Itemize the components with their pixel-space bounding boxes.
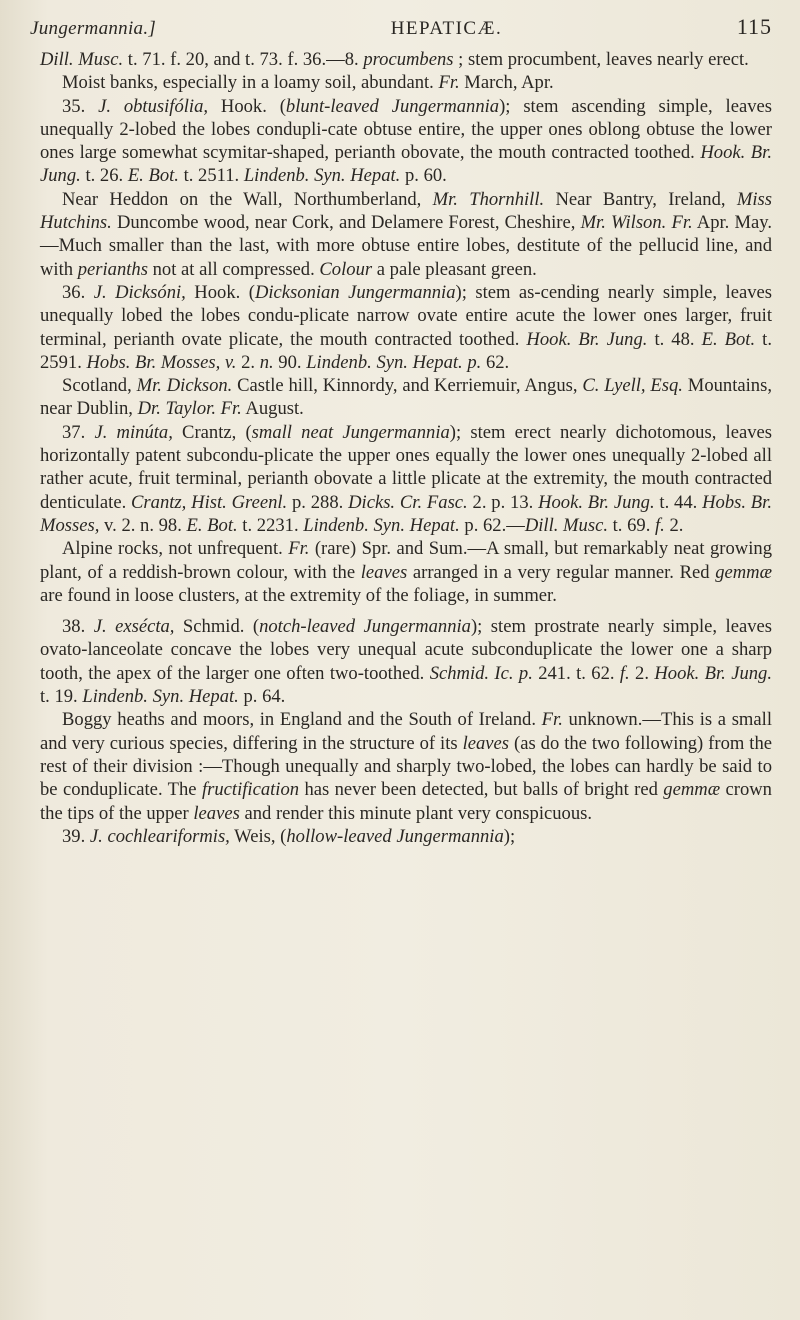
italic-term: leaves — [193, 802, 240, 824]
italic-term: Fr. — [671, 212, 693, 234]
italic-term: Lindenb. Syn. Hepat. — [82, 686, 239, 708]
paragraph-habitat: Near Heddon on the Wall, Northumberland, Mr. Thornhill. Near Bantry, Ireland, Miss Hutchins. Duncombe wood, near Cork, and Delamere Forest, Cheshire, Mr. Wilson. Fr. Apr. May.—Much smaller than the last, with more obtuse entire lobes, destitute of the pellucid line, and with perianths not at all compressed. Colour a pale pleasant green. — [40, 188, 773, 280]
italic-term: f. — [619, 662, 630, 684]
species-entry-39: 39. J. cochleariformis, Weis, (hollow-leaved Jungermannia); — [62, 825, 516, 847]
paragraph-habitat: Scotland, Mr. Dickson. Castle hill, Kinnordy, and Kerriemuir, Angus, C. Lyell, Esq. Mountains, near Dublin, Dr. Taylor. Fr. August. — [40, 375, 772, 420]
italic-term: Mr. Wilson. — [580, 212, 667, 234]
italic-term: J. Dicksóni, — [93, 281, 186, 303]
species-entry-36: 36. J. Dicksóni, Hook. (Dicksonian Jungermannia); stem as-cending nearly simple, leaves unequally lobed the lobes condu-plicate narrow ovate entire acute the lower ones larger, fruit terminal, perianth ovate plicate, the mouth contracted toothed. Hook. Br. Jung. t. 48. E. Bot. t. 2591. Hobs. Br. Mosses, v. 2. n. 90. Lindenb. Syn. Hepat. p. 62. — [40, 281, 773, 373]
italic-term: gemmæ — [663, 779, 721, 801]
italic-term: J. obtusifólia, — [98, 95, 209, 117]
italic-term: procumbens — [363, 49, 454, 70]
running-head-title: HEPATICÆ. — [390, 18, 503, 39]
italic-term: Mr. Dickson. — [136, 375, 233, 397]
species-entry-35: 35. J. obtusifólia, Hook. (blunt-leaved Jungermannia); stem ascending simple, leaves unequally 2-lobed the lobes condupli-cate obtuse entire, the upper ones oblong obtuse the lower ones large somewhat scymitar-shaped, perianth obovate, the mouth contracted toothed. Hook. Br. Jung. t. 26. E. Bot. t. 2511. Lindenb. Syn. Hepat. p. 60. — [40, 95, 773, 187]
paragraph-continuation: Dill. Musc. t. 71. f. 20, and t. 73. f. 36.—8. procumbens ; stem procumbent, leaves nearly erect. — [40, 49, 749, 70]
italic-term: fructification — [201, 779, 300, 801]
italic-term: Hobs. Br. Mosses, — [86, 351, 221, 373]
italic-term: p. — [467, 351, 482, 373]
italic-term: J. minúta, — [94, 421, 173, 443]
italic-term: Dicksonian Jungermannia — [254, 281, 456, 303]
italic-term: leaves — [462, 732, 510, 754]
italic-term: Hobs. Br. Mosses, — [40, 491, 772, 536]
italic-term: E. Bot. — [127, 165, 179, 187]
italic-term: Fr. — [541, 709, 563, 731]
italic-term: Lindenb. Syn. Hepat. — [303, 514, 460, 536]
italic-term: Miss Hutchins. — [40, 188, 772, 234]
italic-term: Jung. — [613, 491, 655, 513]
paragraph-habitat: Alpine rocks, not unfrequent. Fr. (rare) Spr. and Sum.—A small, but remarkably neat growing plant, of a reddish-brown colour, with the leaves arranged in a very regular manner. Red gemmæ are found in loose clusters, at the extremity of the foliage, in summer. — [40, 538, 772, 606]
italic-term: Lindenb. Syn. Hepat. — [306, 351, 463, 373]
italic-term: Hook. Br. — [538, 491, 609, 513]
paragraph-habitat: Boggy heaths and moors, in England and the South of Ireland. Fr. unknown.—This is a small and very curious species, differing in the structure of its leaves (as do the two following) from the rest of their division :—Though unequally and sharply two-lobed, the lobes can hardly be said to be conduplicate. The fructification has never been detected, but balls of bright red gemmæ crown the tips of the upper leaves and render this minute plant very conspicuous. — [40, 709, 773, 824]
italic-term: E. Bot. — [186, 514, 238, 536]
species-entry-38: 38. J. exsécta, Schmid. (notch-leaved Jungermannia); stem prostrate nearly simple, leaves ovato-lanceolate concave the lobes very unequal acute subconduplicate the lower one a sharp tooth, the apex of the larger one often two-toothed. Schmid. Ic. p. 241. t. 62. f. 2. Hook. Br. Jung. t. 19. Lindenb. Syn. Hepat. p. 64. — [40, 616, 772, 708]
page-number: 115 — [736, 14, 772, 39]
italic-term: gemmæ — [715, 561, 772, 583]
italic-term: J. cochleariformis, — [89, 825, 230, 847]
italic-term: Colour — [319, 258, 373, 280]
italic-term: blunt-leaved Jungermannia — [285, 95, 500, 117]
italic-term: v. — [224, 351, 237, 373]
running-head — [30, 14, 772, 48]
italic-term: perianths — [77, 258, 148, 280]
italic-term: Dill. Musc. — [524, 514, 608, 536]
italic-term: Hook. Br. Jung. — [654, 662, 772, 684]
italic-term: Hist. Greenl. — [191, 491, 288, 513]
paragraph-habitat: Moist banks, especially in a loamy soil, abundant. Fr. March, Apr. — [62, 72, 554, 94]
italic-term: f. — [655, 514, 665, 536]
italic-term: n. — [259, 351, 274, 373]
italic-term: leaves — [360, 561, 408, 583]
italic-term: Lindenb. Syn. Hepat. — [243, 165, 401, 187]
italic-term: Fr. — [438, 72, 460, 94]
italic-term: Fr. — [220, 398, 242, 420]
italic-term: Dr. Taylor. — [137, 398, 216, 420]
italic-term: Mr. Thornhill. — [432, 188, 545, 210]
italic-term: J. exsécta, — [93, 616, 175, 638]
italic-term: Schmid. Ic. — [429, 662, 514, 684]
running-head-section: Jungermannia.] — [30, 18, 157, 39]
italic-term: Hook. Br. Jung. — [526, 328, 648, 350]
species-entry-37: 37. J. minúta, Crantz, (small neat Jungermannia); stem erect nearly dichotomous, leaves horizontally patent subcondu-plicate the upper ones equally the lower ones unequally 2-lobed all rather acute, fruit terminal, perianth obovate a little plicate at the extremity, the mouth contracted denticulate. Crantz, Hist. Greenl. p. 288. Dicks. Cr. Fasc. 2. p. 13. Hook. Br. Jung. t. 44. Hobs. Br. Mosses, v. 2. n. 98. E. Bot. t. 2231. Lindenb. Syn. Hepat. p. 62.—Dill. Musc. t. 69. f. 2. — [40, 421, 773, 536]
italic-term: p. — [518, 662, 533, 684]
italic-term: small neat Jungermannia — [251, 421, 450, 443]
italic-term: Crantz, — [131, 491, 187, 513]
italic-term: E. Bot. — [701, 328, 756, 350]
italic-term: C. Lyell, Esq. — [582, 375, 683, 397]
italic-term: notch-leaved Jungermannia — [259, 616, 471, 638]
italic-term: Fr. — [288, 538, 310, 560]
italic-term: Dill. Musc. — [40, 49, 124, 70]
italic-term: Dicks. Cr. Fasc. — [348, 491, 468, 513]
italic-term: hollow-leaved Jungermannia — [286, 825, 504, 847]
page-body — [40, 48, 772, 848]
italic-term: Hook. Br. Jung. — [40, 142, 772, 187]
